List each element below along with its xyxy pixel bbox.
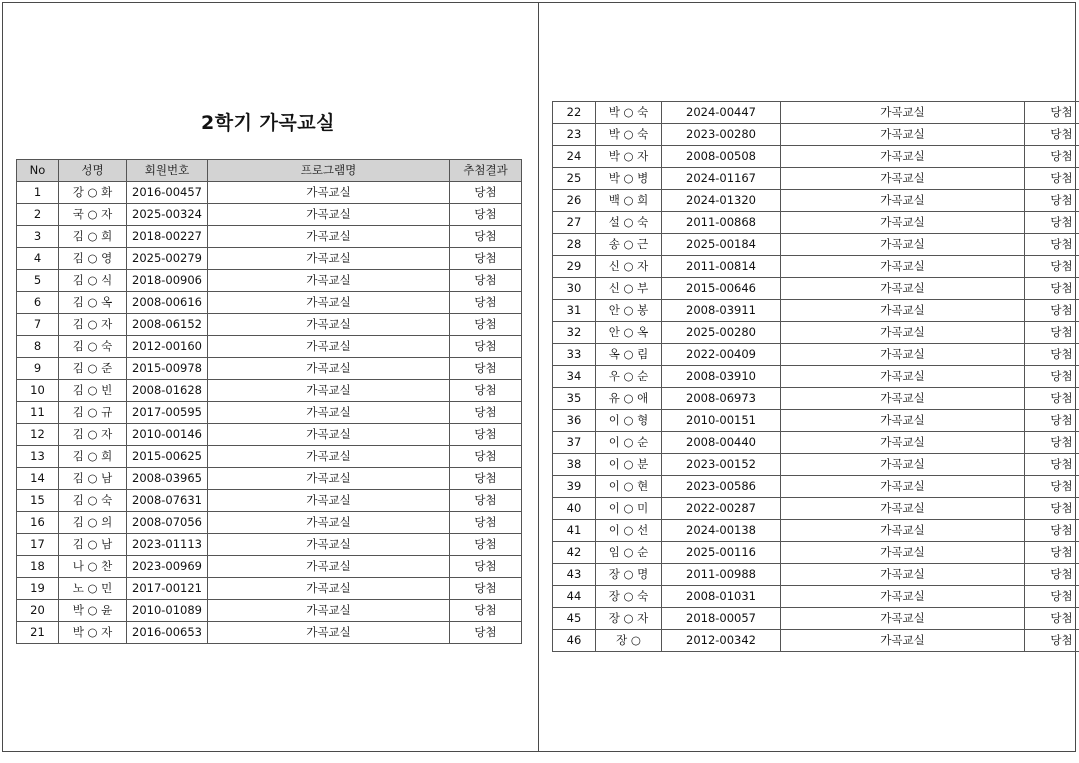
cell-no: 11 — [17, 402, 59, 424]
cell-program: 가곡교실 — [208, 534, 450, 556]
table-row — [17, 534, 522, 556]
table-row — [553, 388, 1079, 410]
cell-program: 가곡교실 — [208, 402, 450, 424]
cell-program: 가곡교실 — [208, 270, 450, 292]
cell-name: 이 ○ 미 — [596, 498, 662, 520]
cell-member-id: 2008-01628 — [127, 380, 208, 402]
cell-no: 10 — [17, 380, 59, 402]
table-row — [17, 226, 522, 248]
cell-program: 가곡교실 — [781, 124, 1025, 146]
cell-member-id: 2018-00227 — [127, 226, 208, 248]
cell-member-id: 2025-00279 — [127, 248, 208, 270]
cell-program: 가곡교실 — [781, 388, 1025, 410]
cell-no: 44 — [553, 586, 596, 608]
cell-member-id: 2010-00151 — [662, 410, 781, 432]
cell-name: 김 ○ 식 — [59, 270, 127, 292]
table-row — [553, 212, 1079, 234]
cell-name: 장 ○ 숙 — [596, 586, 662, 608]
cell-result: 당첨 — [450, 424, 522, 446]
cell-program: 가곡교실 — [208, 622, 450, 644]
table-row — [17, 270, 522, 292]
cell-name: 이 ○ 형 — [596, 410, 662, 432]
table-row — [17, 402, 522, 424]
cell-program: 가곡교실 — [208, 248, 450, 270]
roster-table-page-2 — [552, 101, 1079, 652]
cell-no: 8 — [17, 336, 59, 358]
table-row — [553, 300, 1079, 322]
cell-member-id: 2008-03965 — [127, 468, 208, 490]
table-row — [553, 410, 1079, 432]
cell-name: 김 ○ 희 — [59, 226, 127, 248]
cell-result: 당첨 — [450, 358, 522, 380]
cell-no: 33 — [553, 344, 596, 366]
cell-no: 24 — [553, 146, 596, 168]
cell-program: 가곡교실 — [208, 424, 450, 446]
table-row — [553, 630, 1079, 652]
cell-result: 당첨 — [1025, 344, 1079, 366]
cell-member-id: 2017-00121 — [127, 578, 208, 600]
cell-no: 15 — [17, 490, 59, 512]
table-row — [553, 608, 1079, 630]
cell-no: 21 — [17, 622, 59, 644]
cell-name: 김 ○ 남 — [59, 468, 127, 490]
cell-no: 1 — [17, 182, 59, 204]
cell-member-id: 2010-00146 — [127, 424, 208, 446]
cell-name: 안 ○ 옥 — [596, 322, 662, 344]
cell-no: 14 — [17, 468, 59, 490]
cell-member-id: 2016-00457 — [127, 182, 208, 204]
cell-no: 9 — [17, 358, 59, 380]
cell-result: 당첨 — [1025, 168, 1079, 190]
cell-result: 당첨 — [1025, 608, 1079, 630]
cell-name: 장 ○ 명 — [596, 564, 662, 586]
cell-no: 28 — [553, 234, 596, 256]
cell-no: 45 — [553, 608, 596, 630]
table-row — [553, 586, 1079, 608]
cell-no: 38 — [553, 454, 596, 476]
cell-name: 김 ○ 숙 — [59, 490, 127, 512]
cell-name: 장 ○ — [596, 630, 662, 652]
cell-no: 12 — [17, 424, 59, 446]
cell-result: 당첨 — [1025, 454, 1079, 476]
cell-member-id: 2024-00138 — [662, 520, 781, 542]
cell-result: 당첨 — [450, 512, 522, 534]
cell-program: 가곡교실 — [781, 432, 1025, 454]
cell-result: 당첨 — [450, 556, 522, 578]
table-row — [17, 380, 522, 402]
cell-result: 당첨 — [450, 380, 522, 402]
table-row — [17, 204, 522, 226]
cell-program: 가곡교실 — [781, 300, 1025, 322]
cell-program: 가곡교실 — [781, 146, 1025, 168]
cell-result: 당첨 — [1025, 432, 1079, 454]
cell-program: 가곡교실 — [208, 490, 450, 512]
cell-program: 가곡교실 — [781, 102, 1025, 124]
cell-no: 4 — [17, 248, 59, 270]
cell-no: 26 — [553, 190, 596, 212]
cell-member-id: 2008-01031 — [662, 586, 781, 608]
cell-name: 박 ○ 병 — [596, 168, 662, 190]
table-row — [553, 498, 1079, 520]
cell-result: 당첨 — [450, 446, 522, 468]
cell-name: 박 ○ 윤 — [59, 600, 127, 622]
cell-program: 가곡교실 — [208, 512, 450, 534]
cell-member-id: 2025-00184 — [662, 234, 781, 256]
cell-member-id: 2016-00653 — [127, 622, 208, 644]
cell-program: 가곡교실 — [208, 204, 450, 226]
cell-no: 16 — [17, 512, 59, 534]
cell-member-id: 2011-00988 — [662, 564, 781, 586]
cell-name: 국 ○ 자 — [59, 204, 127, 226]
cell-no: 39 — [553, 476, 596, 498]
cell-name: 이 ○ 분 — [596, 454, 662, 476]
cell-member-id: 2015-00625 — [127, 446, 208, 468]
cell-no: 46 — [553, 630, 596, 652]
cell-no: 25 — [553, 168, 596, 190]
cell-name: 장 ○ 자 — [596, 608, 662, 630]
cell-result: 당첨 — [450, 314, 522, 336]
cell-name: 박 ○ 자 — [596, 146, 662, 168]
cell-no: 3 — [17, 226, 59, 248]
cell-member-id: 2015-00978 — [127, 358, 208, 380]
cell-member-id: 2008-06152 — [127, 314, 208, 336]
cell-program: 가곡교실 — [781, 564, 1025, 586]
table-row — [553, 344, 1079, 366]
roster-body-page-2 — [553, 102, 1079, 652]
cell-result: 당첨 — [450, 336, 522, 358]
cell-no: 2 — [17, 204, 59, 226]
cell-no: 34 — [553, 366, 596, 388]
cell-program: 가곡교실 — [781, 498, 1025, 520]
cell-member-id: 2025-00280 — [662, 322, 781, 344]
cell-name: 박 ○ 숙 — [596, 124, 662, 146]
cell-member-id: 2008-03911 — [662, 300, 781, 322]
cell-no: 43 — [553, 564, 596, 586]
table-row — [17, 248, 522, 270]
cell-program: 가곡교실 — [781, 278, 1025, 300]
cell-member-id: 2023-00969 — [127, 556, 208, 578]
table-row — [553, 454, 1079, 476]
cell-program: 가곡교실 — [781, 190, 1025, 212]
cell-name: 김 ○ 의 — [59, 512, 127, 534]
cell-program: 가곡교실 — [781, 520, 1025, 542]
cell-result: 당첨 — [450, 578, 522, 600]
cell-member-id: 2012-00342 — [662, 630, 781, 652]
header-member-id: 회원번호 — [127, 160, 208, 182]
table-row — [553, 322, 1079, 344]
table-row — [17, 446, 522, 468]
cell-program: 가곡교실 — [781, 586, 1025, 608]
table-row — [553, 124, 1079, 146]
cell-member-id: 2025-00116 — [662, 542, 781, 564]
cell-name: 김 ○ 옥 — [59, 292, 127, 314]
cell-name: 김 ○ 희 — [59, 446, 127, 468]
cell-no: 19 — [17, 578, 59, 600]
cell-member-id: 2008-06973 — [662, 388, 781, 410]
cell-program: 가곡교실 — [208, 446, 450, 468]
roster-table-page-1 — [16, 159, 522, 644]
cell-program: 가곡교실 — [208, 600, 450, 622]
cell-result: 당첨 — [1025, 586, 1079, 608]
table-row — [17, 556, 522, 578]
header-result: 추첨결과 — [450, 160, 522, 182]
cell-member-id: 2023-01113 — [127, 534, 208, 556]
cell-name: 이 ○ 순 — [596, 432, 662, 454]
cell-program: 가곡교실 — [781, 234, 1025, 256]
cell-member-id: 2008-07631 — [127, 490, 208, 512]
cell-result: 당첨 — [1025, 366, 1079, 388]
roster-body-page-1 — [17, 182, 522, 644]
table-row — [17, 512, 522, 534]
cell-member-id: 2025-00324 — [127, 204, 208, 226]
cell-no: 36 — [553, 410, 596, 432]
cell-result: 당첨 — [1025, 322, 1079, 344]
cell-no: 6 — [17, 292, 59, 314]
cell-member-id: 2023-00280 — [662, 124, 781, 146]
cell-result: 당첨 — [450, 402, 522, 424]
cell-no: 20 — [17, 600, 59, 622]
cell-name: 노 ○ 민 — [59, 578, 127, 600]
cell-name: 안 ○ 봉 — [596, 300, 662, 322]
table-row — [553, 234, 1079, 256]
table-row — [17, 182, 522, 204]
cell-member-id: 2012-00160 — [127, 336, 208, 358]
table-row — [17, 578, 522, 600]
cell-program: 가곡교실 — [208, 468, 450, 490]
cell-member-id: 2023-00152 — [662, 454, 781, 476]
cell-result: 당첨 — [1025, 234, 1079, 256]
cell-program: 가곡교실 — [781, 410, 1025, 432]
cell-name: 박 ○ 숙 — [596, 102, 662, 124]
cell-name: 신 ○ 자 — [596, 256, 662, 278]
cell-name: 임 ○ 순 — [596, 542, 662, 564]
cell-program: 가곡교실 — [208, 182, 450, 204]
cell-result: 당첨 — [1025, 256, 1079, 278]
cell-name: 박 ○ 자 — [59, 622, 127, 644]
cell-result: 당첨 — [1025, 410, 1079, 432]
cell-member-id: 2010-01089 — [127, 600, 208, 622]
table-row — [553, 102, 1079, 124]
cell-no: 13 — [17, 446, 59, 468]
cell-no: 18 — [17, 556, 59, 578]
cell-name: 유 ○ 애 — [596, 388, 662, 410]
cell-name: 송 ○ 근 — [596, 234, 662, 256]
cell-program: 가곡교실 — [781, 344, 1025, 366]
cell-program: 가곡교실 — [781, 322, 1025, 344]
cell-result: 당첨 — [450, 468, 522, 490]
cell-name: 옥 ○ 림 — [596, 344, 662, 366]
cell-no: 17 — [17, 534, 59, 556]
cell-name: 김 ○ 남 — [59, 534, 127, 556]
cell-result: 당첨 — [1025, 300, 1079, 322]
cell-result: 당첨 — [450, 600, 522, 622]
cell-name: 김 ○ 영 — [59, 248, 127, 270]
table-row — [553, 190, 1079, 212]
cell-result: 당첨 — [1025, 190, 1079, 212]
cell-no: 23 — [553, 124, 596, 146]
cell-member-id: 2008-00440 — [662, 432, 781, 454]
cell-name: 나 ○ 찬 — [59, 556, 127, 578]
cell-no: 30 — [553, 278, 596, 300]
cell-no: 41 — [553, 520, 596, 542]
cell-member-id: 2011-00868 — [662, 212, 781, 234]
cell-program: 가곡교실 — [781, 542, 1025, 564]
cell-result: 당첨 — [1025, 146, 1079, 168]
page-divider — [538, 2, 539, 752]
table-row — [553, 256, 1079, 278]
cell-program: 가곡교실 — [208, 336, 450, 358]
cell-result: 당첨 — [1025, 476, 1079, 498]
cell-no: 7 — [17, 314, 59, 336]
table-row — [553, 278, 1079, 300]
cell-program: 가곡교실 — [208, 314, 450, 336]
cell-result: 당첨 — [1025, 542, 1079, 564]
table-row — [17, 292, 522, 314]
cell-result: 당첨 — [1025, 212, 1079, 234]
table-row — [553, 542, 1079, 564]
cell-program: 가곡교실 — [781, 476, 1025, 498]
cell-no: 29 — [553, 256, 596, 278]
cell-no: 27 — [553, 212, 596, 234]
cell-member-id: 2022-00409 — [662, 344, 781, 366]
cell-name: 김 ○ 자 — [59, 314, 127, 336]
cell-member-id: 2011-00814 — [662, 256, 781, 278]
cell-member-id: 2018-00906 — [127, 270, 208, 292]
cell-program: 가곡교실 — [208, 556, 450, 578]
cell-member-id: 2024-00447 — [662, 102, 781, 124]
cell-member-id: 2008-00508 — [662, 146, 781, 168]
cell-result: 당첨 — [1025, 102, 1079, 124]
table-row — [17, 314, 522, 336]
table-row — [553, 146, 1079, 168]
header-name: 성명 — [59, 160, 127, 182]
document-title: 2학기 가곡교실 — [201, 112, 335, 134]
cell-program: 가곡교실 — [208, 292, 450, 314]
cell-result: 당첨 — [1025, 498, 1079, 520]
cell-no: 5 — [17, 270, 59, 292]
cell-result: 당첨 — [1025, 564, 1079, 586]
cell-name: 김 ○ 준 — [59, 358, 127, 380]
cell-result: 당첨 — [450, 534, 522, 556]
table-row — [17, 336, 522, 358]
cell-member-id: 2008-07056 — [127, 512, 208, 534]
cell-name: 신 ○ 부 — [596, 278, 662, 300]
cell-name: 김 ○ 빈 — [59, 380, 127, 402]
table-header-row — [17, 160, 522, 182]
cell-member-id: 2024-01167 — [662, 168, 781, 190]
cell-name: 김 ○ 자 — [59, 424, 127, 446]
cell-result: 당첨 — [1025, 388, 1079, 410]
cell-member-id: 2018-00057 — [662, 608, 781, 630]
cell-name: 김 ○ 규 — [59, 402, 127, 424]
table-row — [17, 622, 522, 644]
table-row — [17, 424, 522, 446]
header-no: No — [17, 160, 59, 182]
cell-program: 가곡교실 — [781, 256, 1025, 278]
cell-program: 가곡교실 — [781, 630, 1025, 652]
cell-result: 당첨 — [1025, 124, 1079, 146]
cell-name: 이 ○ 현 — [596, 476, 662, 498]
table-row — [553, 432, 1079, 454]
cell-program: 가곡교실 — [208, 358, 450, 380]
cell-member-id: 2024-01320 — [662, 190, 781, 212]
table-row — [553, 476, 1079, 498]
cell-no: 37 — [553, 432, 596, 454]
cell-name: 김 ○ 숙 — [59, 336, 127, 358]
table-row — [17, 468, 522, 490]
cell-result: 당첨 — [450, 248, 522, 270]
cell-name: 이 ○ 선 — [596, 520, 662, 542]
cell-name: 백 ○ 희 — [596, 190, 662, 212]
cell-member-id: 2017-00595 — [127, 402, 208, 424]
cell-program: 가곡교실 — [781, 168, 1025, 190]
cell-result: 당첨 — [450, 270, 522, 292]
cell-no: 35 — [553, 388, 596, 410]
cell-no: 40 — [553, 498, 596, 520]
cell-program: 가곡교실 — [781, 366, 1025, 388]
cell-no: 42 — [553, 542, 596, 564]
cell-result: 당첨 — [450, 204, 522, 226]
table-row — [17, 358, 522, 380]
cell-result: 당첨 — [450, 226, 522, 248]
table-row — [553, 564, 1079, 586]
cell-member-id: 2008-00616 — [127, 292, 208, 314]
cell-result: 당첨 — [450, 622, 522, 644]
cell-program: 가곡교실 — [208, 380, 450, 402]
table-row — [17, 600, 522, 622]
cell-result: 당첨 — [450, 490, 522, 512]
header-program: 프로그램명 — [208, 160, 450, 182]
cell-no: 32 — [553, 322, 596, 344]
table-row — [17, 490, 522, 512]
cell-result: 당첨 — [1025, 278, 1079, 300]
cell-no: 31 — [553, 300, 596, 322]
table-row — [553, 520, 1079, 542]
cell-member-id: 2008-03910 — [662, 366, 781, 388]
cell-result: 당첨 — [450, 182, 522, 204]
cell-member-id: 2023-00586 — [662, 476, 781, 498]
cell-no: 22 — [553, 102, 596, 124]
cell-result: 당첨 — [1025, 630, 1079, 652]
cell-result: 당첨 — [450, 292, 522, 314]
table-row — [553, 168, 1079, 190]
cell-program: 가곡교실 — [781, 212, 1025, 234]
table-row — [553, 366, 1079, 388]
cell-program: 가곡교실 — [781, 608, 1025, 630]
cell-program: 가곡교실 — [781, 454, 1025, 476]
cell-name: 설 ○ 숙 — [596, 212, 662, 234]
cell-member-id: 2015-00646 — [662, 278, 781, 300]
cell-program: 가곡교실 — [208, 578, 450, 600]
cell-result: 당첨 — [1025, 520, 1079, 542]
cell-name: 강 ○ 화 — [59, 182, 127, 204]
cell-member-id: 2022-00287 — [662, 498, 781, 520]
cell-name: 우 ○ 순 — [596, 366, 662, 388]
cell-program: 가곡교실 — [208, 226, 450, 248]
